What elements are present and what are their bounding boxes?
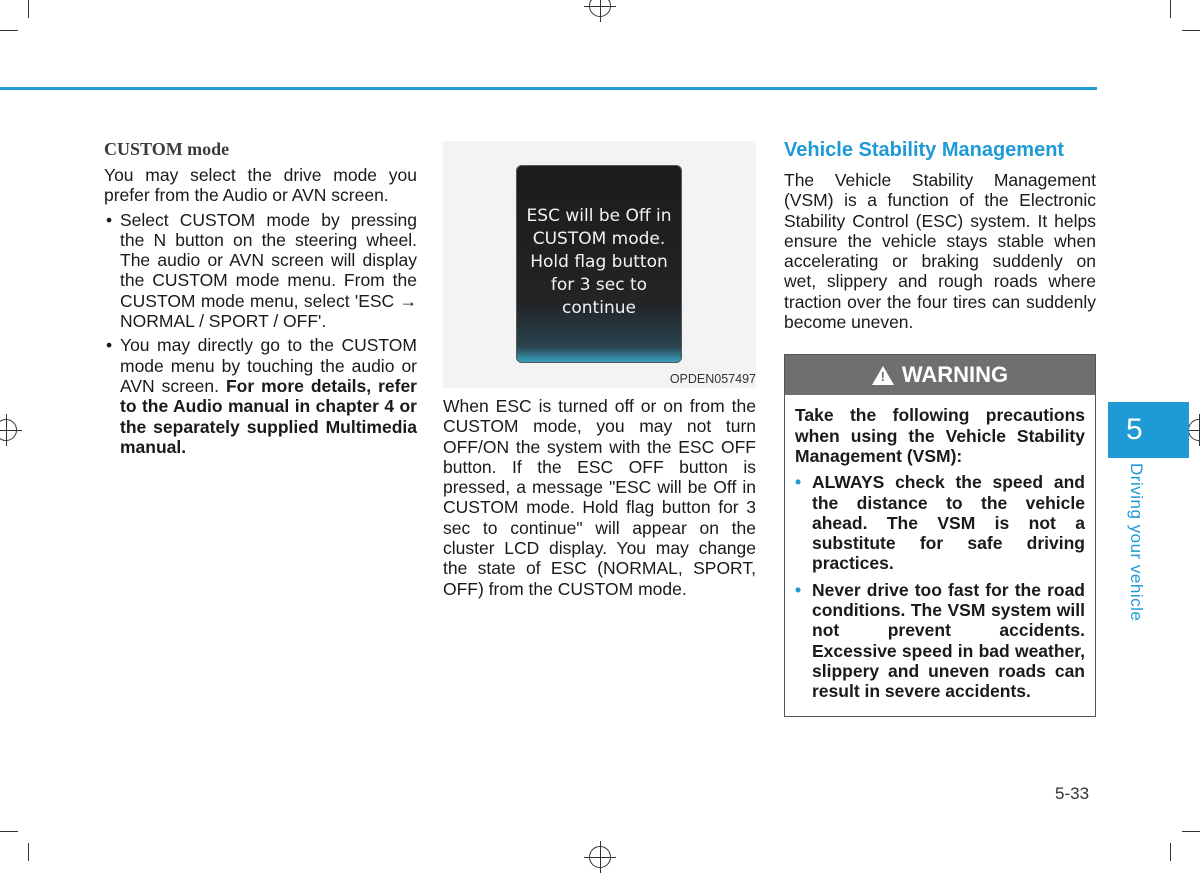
list-item: [104, 210, 417, 332]
list-item: [104, 335, 417, 457]
warning-box: [784, 354, 1096, 716]
registration-mark-icon: [589, 846, 611, 868]
section-title-vsm: Vehicle Stability Management: [784, 139, 1065, 161]
lcd-line: continue: [562, 298, 636, 318]
column-vsm: [784, 138, 1096, 717]
cluster-lcd-figure: [443, 141, 756, 388]
lcd-line: CUSTOM mode.: [532, 229, 666, 249]
cluster-lcd-display: [516, 165, 682, 363]
list-item: [795, 580, 1085, 702]
crop-mark: [1170, 843, 1171, 861]
registration-mark-icon: [1188, 419, 1200, 441]
crop-mark: [0, 30, 18, 31]
warning-item-text: Never drive too fast for the road conditions. The VSM system will not prevent accidents. Excessive speed in bad weather, slippery and uneven roads can result in severe accidents.: [812, 579, 1085, 702]
lcd-message: [516, 205, 682, 320]
bullet-dot: •: [106, 209, 113, 230]
registration-mark-icon: [0, 419, 17, 441]
warning-intro: Take the following precautions when using the Vehicle Stability Management (VSM):: [795, 405, 1085, 466]
bullet-text: Select CUSTOM mode by pressing the N button on the steering wheel. The audio or AVN screen will display the CUSTOM mode menu. From the CUSTOM mode menu, select 'ESC → NORMAL / SPORT / OFF'.: [120, 209, 417, 332]
column-esc: [443, 141, 756, 599]
lcd-line: Hold flag button: [530, 252, 668, 272]
crop-mark: [1182, 831, 1200, 832]
warning-label: WARNING: [901, 362, 1009, 388]
chapter-title: [1126, 463, 1150, 623]
bullet-text: You may directly go to the CUSTOM mode menu by touching the audio or AVN screen.: [120, 335, 417, 396]
crop-mark: [1182, 30, 1200, 31]
custom-mode-bullets: [104, 210, 417, 458]
crop-mark: [28, 843, 29, 861]
warning-list: [795, 472, 1085, 701]
page-number: 5-33: [1055, 784, 1090, 803]
header-rule: [0, 87, 1097, 90]
registration-mark-icon: [589, 0, 611, 17]
warning-header: [785, 355, 1095, 395]
crop-mark: [1170, 0, 1171, 18]
warning-triangle-icon: [872, 366, 894, 385]
warning-exclamation: !: [880, 368, 885, 384]
chapter-title-text: Driving your vehicle: [1127, 463, 1146, 622]
crop-mark: [0, 831, 18, 832]
subhead-custom-mode: CUSTOM mode: [104, 139, 230, 159]
figure-code: OPDEN057497: [669, 372, 756, 386]
chapter-number-tab: 5: [1108, 402, 1189, 458]
bullet-dot: •: [106, 335, 113, 356]
esc-body: When ESC is turned off or on from the CUSTOM mode, you may not turn OFF/ON the system with the ESC OFF button. If the ESC OFF button is pressed, a message "ESC will be Off in CUSTOM mode. Hold flag button for 3 sec to continue" will appear on the cluster LCD display. You may change the state of ESC (NORMAL, SPORT, OFF) from the CUSTOM mode.: [443, 396, 756, 599]
list-item: [795, 472, 1085, 573]
custom-mode-intro: You may select the drive mode you prefer from the Audio or AVN screen.: [104, 165, 417, 206]
crop-mark: [28, 0, 29, 18]
column-custom-mode: [104, 138, 417, 461]
warning-item-text: ALWAYS check the speed and the distance to the vehicle ahead. The VSM is not a substitute for safe driving practices.: [812, 472, 1085, 574]
lcd-line: ESC will be Off in: [526, 206, 672, 226]
warning-body: [785, 395, 1095, 715]
bullet-dot: •: [795, 579, 802, 600]
vsm-body: The Vehicle Stability Management (VSM) is a function of the Electronic Stability Control (ESC) system. It helps ensure the vehicle stays stable when accelerating or braking suddenly on wet, slippery and rough roads where traction over the four tires can suddenly become uneven.: [784, 170, 1096, 333]
bullet-bold-text: For more details, refer to the Audio manual in chapter 4 or the separately supplied Multimedia manual.: [120, 375, 417, 457]
lcd-line: for 3 sec to: [550, 275, 648, 295]
bullet-dot: •: [795, 472, 802, 493]
